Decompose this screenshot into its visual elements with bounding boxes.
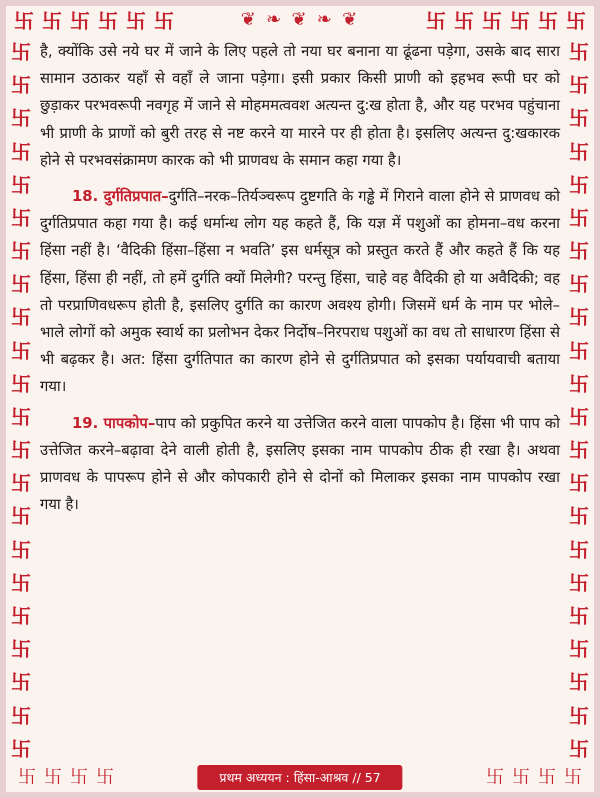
swastika-icon: 卐 (569, 471, 589, 496)
swastika-icon: 卐 (11, 570, 31, 595)
section-19-heading: 19. पापकोप– (72, 414, 156, 432)
swastika-icon: 卐 (11, 604, 31, 628)
top-border-row (0, 6, 600, 32)
swastika-icon: 卐 (11, 504, 31, 529)
swastika-icon: 卐 (569, 239, 589, 264)
swastika-icon: 卐 (569, 172, 589, 197)
swastika-icon: 卐 (510, 8, 530, 33)
swastika-icon: 卐 (569, 637, 589, 662)
swastika-icon: 卐 (569, 404, 589, 429)
swastika-icon: 卐 (426, 8, 446, 33)
swastika-icon: 卐 (11, 637, 31, 662)
swastika-icon: 卐 (11, 272, 31, 297)
bottom-left-symbols (18, 763, 114, 789)
swastika-icon: 卐 (11, 239, 31, 264)
swastika-icon: 卐 (18, 767, 36, 788)
swastika-icon: 卐 (538, 767, 556, 788)
swastika-icon: 卐 (569, 305, 589, 330)
swastika-icon: 卐 (70, 767, 88, 788)
swastika-icon: 卐 (11, 305, 31, 330)
swastika-icon: 卐 (454, 8, 474, 33)
swastika-icon: 卐 (512, 767, 530, 788)
swastika-icon: 卐 (569, 570, 589, 595)
swastika-icon: 卐 (566, 8, 586, 33)
section-18-heading: 18. दुर्गतिप्रपात– (72, 188, 169, 206)
swastika-icon: 卐 (98, 8, 118, 33)
swastika-icon: 卐 (569, 736, 589, 761)
swastika-icon: 卐 (11, 438, 31, 463)
left-border-column (8, 34, 34, 764)
swastika-icon: 卐 (11, 703, 31, 728)
swastika-icon: 卐 (569, 703, 589, 728)
swastika-icon: 卐 (14, 8, 34, 33)
swastika-icon: 卐 (569, 205, 589, 230)
swastika-icon: 卐 (11, 40, 31, 65)
swastika-icon: 卐 (11, 404, 31, 429)
swastika-icon: 卐 (11, 205, 31, 230)
swastika-icon: 卐 (569, 504, 589, 529)
swastika-icon: 卐 (569, 106, 589, 131)
swastika-icon: 卐 (11, 371, 31, 396)
swastika-icon: 卐 (11, 338, 31, 363)
floral-ornament-icon: ❦ ❧ ❦ ❧ ❦ (240, 8, 360, 30)
swastika-icon: 卐 (42, 8, 62, 33)
section-19-text: पाप को प्रकुपित करने या उत्तेजित करने वाला पापकोप है। हिंसा भी पाप को उत्तेजित करने–बढ़ावा देने वाली होती है, इसलिए इसका नाम पापकोप ठीक ही रखा है। अथवा प्राणवध के पापरूप होने से और कोपकारी होने से दोनों को मिलाकर इसका नाम पापकोप रखा गया है। (40, 414, 560, 514)
swastika-icon: 卐 (44, 767, 62, 788)
swastika-icon: 卐 (569, 537, 589, 562)
swastika-icon: 卐 (486, 767, 504, 788)
swastika-icon: 卐 (569, 371, 589, 396)
chapter-footer-label: प्रथम अध्ययन : हिंसा-आश्रव // 57 (197, 765, 402, 790)
swastika-icon: 卐 (538, 8, 558, 33)
swastika-icon: 卐 (569, 604, 589, 628)
swastika-icon: 卐 (482, 8, 502, 33)
swastika-icon: 卐 (569, 272, 589, 297)
swastika-icon: 卐 (569, 73, 589, 98)
top-right-symbols (426, 5, 586, 34)
right-border-column (566, 34, 592, 764)
swastika-icon: 卐 (11, 670, 31, 695)
swastika-icon: 卐 (11, 106, 31, 131)
section-18 (40, 183, 560, 401)
swastika-icon: 卐 (11, 73, 31, 98)
swastika-icon: 卐 (564, 767, 582, 788)
swastika-icon: 卐 (96, 767, 114, 788)
paragraph-intro: है, क्योंकि उसे नये घर में जाने के लिए पहले तो नया घर बनाना या ढूंढना पड़ेगा, उसके बाद सारा सामान उठाकर यहाँ से वहाँ ले जाना पड़ेगा। इसी प्रकार किसी प्राणी को इहभव रूपी घर को छुड़ाकर परभवरूपी नवगृह में जाने से मोहममत्ववश अत्यन्त दु:ख होता है, और यह परभव पहुंचाना भी प्राणी के प्राणों को बुरी तरह से नष्ट करने या मारने पर ही होता है। इसलिए अत्यन्त दु:खकारक होने से परभवसंक्रामण कारक को भी प्राणवध के समान कहा गया है। (40, 43, 560, 169)
swastika-icon: 卐 (569, 139, 589, 164)
swastika-icon: 卐 (569, 338, 589, 363)
swastika-icon: 卐 (569, 670, 589, 695)
swastika-icon: 卐 (569, 438, 589, 463)
swastika-icon: 卐 (154, 8, 174, 33)
swastika-icon: 卐 (70, 8, 90, 33)
bottom-right-symbols (486, 763, 582, 789)
section-18-text: दुर्गति–नरक–तिर्यञ्चरूप दुष्टगति के गड्ढे में गिराने वाला होने से प्राणवध को दुर्गतिप्रपात कहा गया है। कई धर्मान्ध लोग यह कहते हैं, कि यज्ञ में पशुओं का होमना–वध करना हिंसा नहीं है। ‘वैदिकी हिंसा–हिंसा न भवति’ इस धर्मसूत्र को प्रस्तुत करते हैं और कहते हैं कि यह हिंसा, हिंसा ही नहीं, तो हमें दुर्गति क्यों मिलेगी? परन्तु हिंसा, चाहे वह वैदिकी हो या अवैदिकी; वह तो परप्राणिवधरूप होती है, इसलिए दुर्गति का कारण अवश्य होगी। जिसमें धर्म के नाम पर भोले–भाले लोगों को अमुक स्वार्थ का प्रलोभन देकर निर्दोष–निरपराध पशुओं का वध तो साधारण हिंसा से भी बढ़कर है। अत: हिंसा दुर्गतिपात का कारण होने से दुर्गतिप्रपात को इसका पर्यायवाची बताया गया। (40, 188, 560, 396)
swastika-icon: 卐 (11, 471, 31, 496)
top-left-symbols (14, 5, 174, 34)
swastika-icon: 卐 (11, 736, 31, 761)
swastika-icon: 卐 (11, 139, 31, 164)
swastika-icon: 卐 (11, 537, 31, 562)
swastika-icon: 卐 (126, 8, 146, 33)
page-body (40, 38, 560, 518)
swastika-icon: 卐 (569, 40, 589, 65)
section-19 (40, 410, 560, 519)
swastika-icon: 卐 (11, 172, 31, 197)
